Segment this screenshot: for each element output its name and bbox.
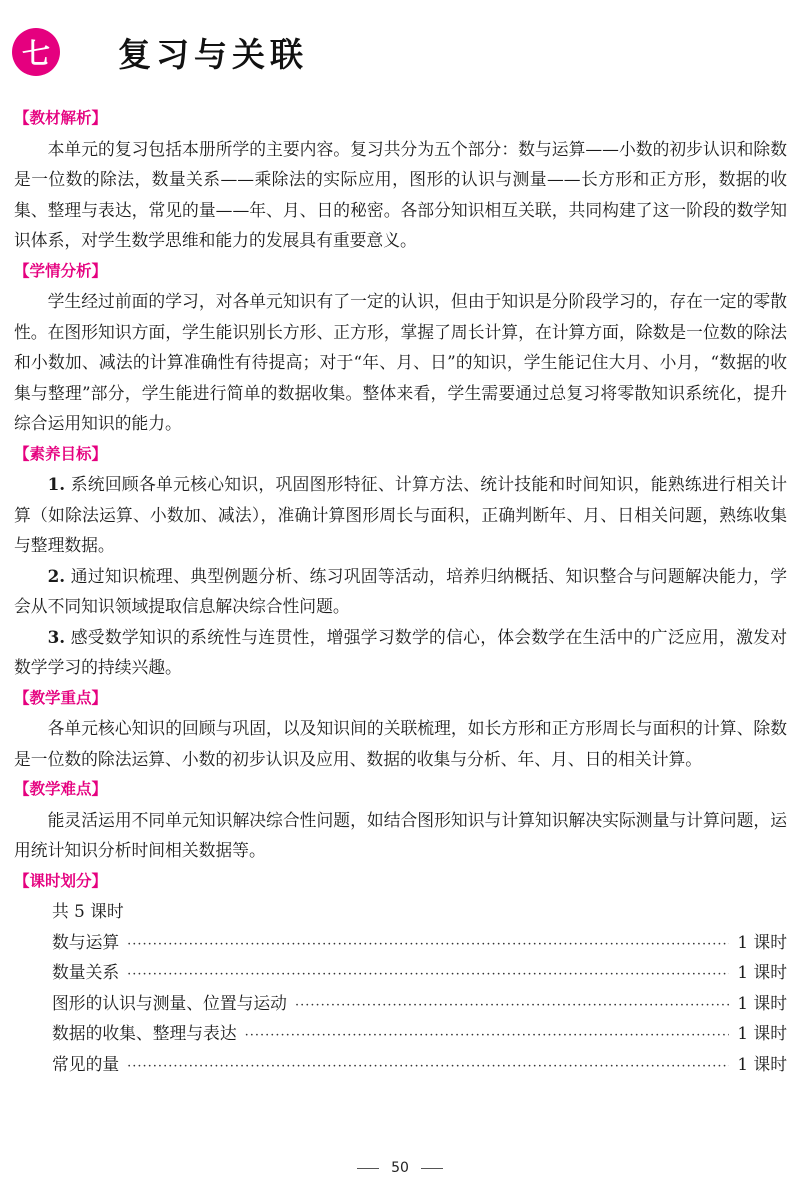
material-analysis-paragraph: 本单元的复习包括本册所学的主要内容。复习共分为五个部分：数与运算——小数的初步认识和除数是一位数的除法，数量关系——乘除法的实际应用，图形的认识与测量——长方形和正方形，数据的收集、整理与表达，常见的量——年、月、日的秘密。各部分知识相互关联，共同构建了这一阶段的数学知识体系，对学生数学思维和能力的发展具有重要意义。 bbox=[14, 138, 787, 250]
schedule-row bbox=[14, 988, 787, 1019]
schedule-item-hours: 1 课时 bbox=[737, 931, 787, 952]
section-heading-schedule: 【课时划分】 bbox=[14, 871, 108, 890]
schedule-item-name: 图形的认识与测量、位置与运动 bbox=[52, 992, 287, 1013]
page-footer bbox=[0, 1160, 800, 1176]
schedule-item-hours: 1 课时 bbox=[737, 992, 787, 1013]
section-heading-goals: 【素养目标】 bbox=[14, 444, 108, 463]
page-content bbox=[14, 103, 787, 1079]
section-heading-learners: 【学情分析】 bbox=[14, 261, 108, 280]
chapter-header bbox=[12, 22, 788, 82]
difficulties-paragraph: 能灵活运用不同单元知识解决综合性问题，如结合图形知识与计算知识解决实际测量与计算问题，运用统计知识分析时间相关数据等。 bbox=[14, 809, 787, 860]
schedule-item-hours: 1 课时 bbox=[737, 1053, 787, 1074]
goal-item bbox=[14, 469, 787, 561]
schedule-item-name: 数据的收集、整理与表达 bbox=[52, 1023, 237, 1043]
section-heading-material: 【教材解析】 bbox=[14, 109, 108, 127]
schedule-row bbox=[14, 1049, 787, 1080]
goal-text: 感受数学知识的系统性与连贯性，增强学习数学的信心，体会数学在生活中的广泛应用，激发对数学学习的持续兴趣。 bbox=[14, 626, 787, 677]
leader-dots bbox=[127, 930, 729, 961]
schedule-item-name: 数与运算 bbox=[52, 931, 120, 952]
footer-rule-left bbox=[357, 1168, 379, 1169]
schedule-row bbox=[14, 927, 787, 958]
schedule-item-hours: 1 课时 bbox=[737, 1023, 787, 1043]
footer-rule-right bbox=[421, 1168, 443, 1169]
page-number: 50 bbox=[391, 1160, 409, 1176]
goal-item bbox=[14, 622, 787, 683]
goal-text: 通过知识梳理、典型例题分析、练习巩固等活动，培养归纳概括、知识整合与问题解决能力，学会从不同知识领域提取信息解决综合性问题。 bbox=[14, 565, 787, 616]
chapter-title: 复习与关联 bbox=[118, 34, 308, 74]
schedule-row bbox=[14, 957, 787, 988]
goal-text: 系统回顾各单元核心知识，巩固图形特征、计算方法、统计技能和时间知识，能熟练进行相关计算（如除法运算、小数加、减法），准确计算图形周长与面积，正确判断年、月、日相关问题，熟练收集与整理数据。 bbox=[14, 474, 787, 555]
section-heading-key-points: 【教学重点】 bbox=[14, 688, 108, 707]
schedule-row bbox=[14, 1018, 787, 1049]
schedule-item-name: 常见的量 bbox=[52, 1053, 120, 1074]
learner-analysis-paragraph: 学生经过前面的学习，对各单元知识有了一定的认识，但由于知识是分阶段学习的，存在一定的零散性。在图形知识方面，学生能识别长方形、正方形，掌握了周长计算，在计算方面，除数是一位数的除法和小数加、减法的计算准确性有待提高；对于“年、月、日”的知识，学生能记住大月、小月，“数据的收集与整理”部分，学生能进行简单的数据收集。整体来看，学生需要通过总复习将零散知识系统化，提升综合运用知识的能力。 bbox=[14, 291, 787, 433]
leader-dots bbox=[245, 1021, 730, 1052]
goal-number: 3. bbox=[47, 626, 66, 647]
key-points-paragraph: 各单元核心知识的回顾与巩固，以及知识间的关联梳理，如长方形和正方形周长与面积的计算、除数是一位数的除法运算、小数的初步认识及应用、数据的收集与分析、年、月、日的相关计算。 bbox=[14, 718, 787, 769]
goal-number: 1. bbox=[47, 474, 66, 494]
goal-item bbox=[14, 561, 787, 622]
lesson-schedule bbox=[14, 896, 787, 1079]
section-heading-difficulties: 【教学难点】 bbox=[14, 780, 108, 798]
leader-dots bbox=[127, 1052, 729, 1083]
schedule-item-hours: 1 课时 bbox=[737, 962, 787, 982]
schedule-item-name: 数量关系 bbox=[52, 962, 120, 982]
leader-dots bbox=[295, 991, 729, 1022]
chapter-number-badge: 七 bbox=[12, 28, 60, 76]
leader-dots bbox=[127, 960, 729, 991]
goal-number: 2. bbox=[47, 565, 66, 586]
schedule-total: 共 5 课时 bbox=[52, 901, 124, 921]
